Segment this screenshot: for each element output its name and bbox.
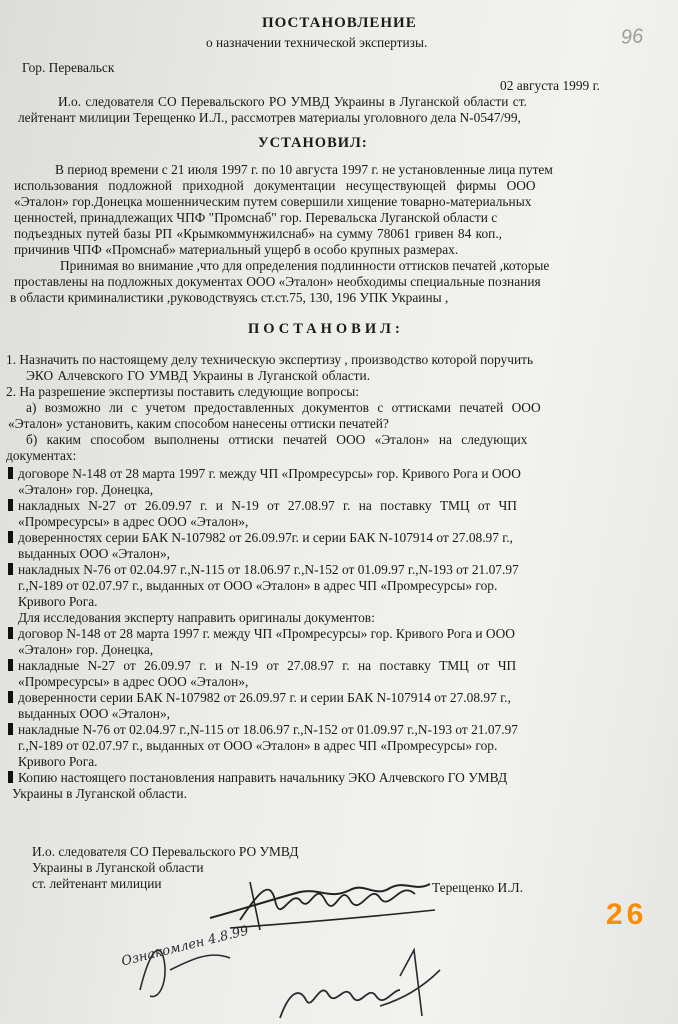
bullet-mark bbox=[8, 467, 13, 479]
established-line: в области криминалистики ,руководствуясь ст.ст.75, 130, 196 УПК Украины , bbox=[10, 290, 449, 305]
resolved-line: г.,N-189 от 02.07.97 г., выданных от ООО «Эталон» в адрес ЧП «Промресурсы» гор. bbox=[18, 578, 498, 593]
resolved-line: г.,N-189 от 02.07.97 г., выданных от ООО «Эталон» в адрес ЧП «Промресурсы» гор. bbox=[18, 738, 498, 753]
resolved-line: а) возможно ли с учетом предоставленных документов с оттисками печатей ООО bbox=[26, 400, 541, 415]
document-title: ПОСТАНОВЛЕНИЕ bbox=[262, 15, 417, 31]
resolved-line: «Промресурсы» в адрес ООО «Эталон», bbox=[18, 514, 249, 529]
resolved-line: «Промресурсы» в адрес ООО «Эталон», bbox=[18, 674, 249, 689]
resolved-line: ЭКО Алчевского ГО УМВД Украины в Луганской области. bbox=[26, 368, 371, 383]
resolved-line: «Эталон» гор. Донецка, bbox=[18, 482, 154, 497]
photo-date-stamp: 26 bbox=[606, 898, 648, 931]
established-line: подъездных путей базы РП «Крымкоммунжилснаб» на сумму 78061 гривен 84 коп., bbox=[14, 226, 503, 241]
intro-line: И.о. следователя СО Перевальского РО УМВД Украины в Луганской области ст. bbox=[58, 94, 527, 109]
acknowledgement-signature bbox=[130, 930, 450, 1024]
city: Гор. Перевальск bbox=[22, 60, 115, 75]
intro-line: лейтенант милиции Терещенко И.Л., рассмотрев материалы уголовного дела N-0547/99, bbox=[18, 110, 521, 125]
resolved-line: 1. Назначить по настоящему делу техническую экспертизу , производство которой поручить bbox=[6, 352, 534, 367]
established-line: «Эталон» гор.Донецка мошенническим путем совершили хищение товарно-материальных bbox=[14, 194, 532, 209]
resolved-line: доверенности серии БАК N-107982 от 26.09.97 г. и серии БАК N-107914 от 27.08.97 г., bbox=[18, 690, 511, 705]
resolved-line: б) каким способом выполнены оттиски печатей ООО «Эталон» на следующих bbox=[26, 432, 528, 447]
resolved-line: Копию настоящего постановления направить начальнику ЭКО Алчевского ГО УМВД bbox=[18, 770, 508, 785]
resolved-line: выданных ООО «Эталон», bbox=[18, 546, 171, 561]
bullet-mark bbox=[8, 723, 13, 735]
resolved-line: выданных ООО «Эталон», bbox=[18, 706, 171, 721]
resolved-line: 2. На разрешение экспертизы поставить следующие вопросы: bbox=[6, 384, 359, 399]
bullet-mark bbox=[8, 771, 13, 783]
established-line: Принимая во внимание ,что для определения подлинности оттисков печатей ,которые bbox=[60, 258, 550, 273]
resolved-line: Кривого Рога. bbox=[18, 594, 98, 609]
resolved-line: накладные N-76 от 02.04.97 г.,N-115 от 18.06.97 г.,N-152 от 01.09.97 г.,N-193 от 21.07.97 bbox=[18, 722, 518, 737]
resolved-heading: ПОСТАНОВИЛ: bbox=[248, 321, 404, 337]
resolved-line: накладные N-27 от 26.09.97 г. и N-19 от 27.08.97 г. на поставку ТМЦ от ЧП bbox=[18, 658, 517, 673]
established-line: использования подложной приходной документации несуществующей фирмы ООО bbox=[14, 178, 536, 193]
signer-name: Терещенко И.Л. bbox=[432, 880, 523, 895]
bullet-mark bbox=[8, 563, 13, 575]
established-heading: УСТАНОВИЛ: bbox=[258, 135, 368, 151]
established-line: ценностей, принадлежащих ЧПФ "Промснаб" гор. Перевальска Луганской области с bbox=[14, 210, 498, 225]
resolved-line: договор N-148 от 28 марта 1997 г. между ЧП «Промресурсы» гор. Кривого Рога и ООО bbox=[18, 626, 515, 641]
bullet-mark bbox=[8, 659, 13, 671]
bullet-mark bbox=[8, 627, 13, 639]
resolved-line: доверенностях серии БАК N-107982 от 26.09.97г. и серии БАК N-107914 от 27.08.97 г., bbox=[18, 530, 513, 545]
document-date: 02 августа 1999 г. bbox=[500, 78, 600, 93]
resolved-line: «Эталон» гор. Донецка, bbox=[18, 642, 154, 657]
handwritten-note: Ознакомлен 4.8.99 bbox=[120, 923, 251, 970]
document-subtitle: о назначении технической экспертизы. bbox=[206, 35, 428, 50]
signature-block-line: ст. лейтенант милиции bbox=[32, 876, 162, 891]
signature-block-line: И.о. следователя СО Перевальского РО УМВД bbox=[32, 844, 299, 859]
established-line: проставлены на подложных документах ООО «Эталон» необходимы специальные познания bbox=[14, 274, 541, 289]
bullet-mark bbox=[8, 531, 13, 543]
resolved-line: документах: bbox=[6, 448, 77, 463]
resolved-line: договоре N-148 от 28 марта 1997 г. между ЧП «Промресурсы» гор. Кривого Рога и ООО bbox=[18, 466, 521, 481]
bullet-mark bbox=[8, 691, 13, 703]
resolved-line: Для исследования эксперту направить оригиналы документов: bbox=[18, 610, 375, 625]
resolved-line: Украины в Луганской области. bbox=[12, 786, 187, 801]
established-line: причинив ЧПФ «Промснаб» материальный ущерб в особо крупных размерах. bbox=[14, 242, 459, 257]
signature-block-line: Украины в Луганской области bbox=[32, 860, 204, 875]
established-line: В период времени с 21 июля 1997 г. по 10 августа 1997 г. не установленные лица путем bbox=[55, 162, 553, 177]
resolved-line: «Эталон» установить, каким способом нанесены оттиски печатей? bbox=[8, 416, 389, 431]
bullet-mark bbox=[8, 499, 13, 511]
resolved-line: накладных N-27 от 26.09.97 г. и N-19 от 27.08.97 г. на поставку ТМЦ от ЧП bbox=[18, 498, 517, 513]
page-number: 96 bbox=[620, 25, 644, 49]
resolved-line: Кривого Рога. bbox=[18, 754, 98, 769]
resolved-line: накладных N-76 от 02.04.97 г.,N-115 от 18.06.97 г.,N-152 от 01.09.97 г.,N-193 от 21.07.97 bbox=[18, 562, 519, 577]
